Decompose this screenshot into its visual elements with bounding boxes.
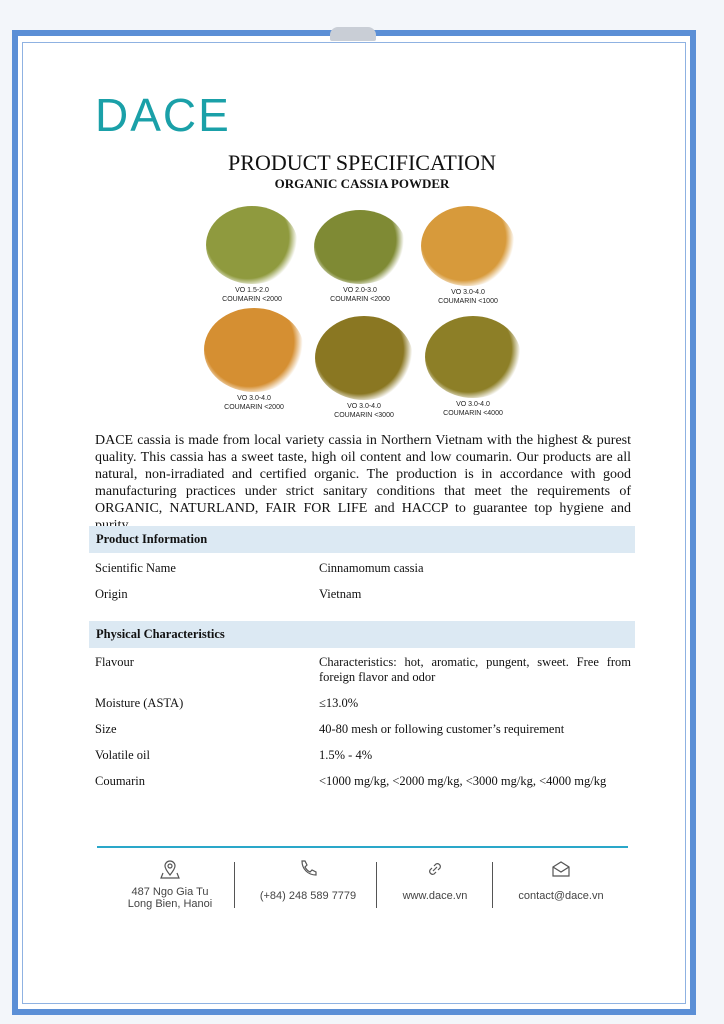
email-icon <box>550 858 572 880</box>
footer-divider <box>97 846 628 848</box>
spec-key: Volatile oil <box>95 748 150 762</box>
spec-value: ≤13.0% <box>319 696 359 710</box>
website-link[interactable]: www.dace.vn <box>402 890 468 902</box>
sample-label: VO 3.0-4.0 COUMARIN <4000 <box>443 401 503 417</box>
phone-icon <box>297 858 319 880</box>
sample-1 <box>200 206 304 304</box>
spec-key: Moisture (ASTA) <box>95 696 184 710</box>
sample-label: VO 2.0-3.0 COUMARIN <2000 <box>330 287 390 303</box>
sample-4 <box>198 308 310 412</box>
powder-image <box>204 308 304 392</box>
frame-tab <box>330 27 376 41</box>
brand-logo: DACE <box>95 89 231 141</box>
spec-key: Scientific Name <box>95 561 176 575</box>
sample-label: VO 1.5-2.0 COUMARIN <2000 <box>222 287 282 303</box>
sample-2 <box>308 210 412 304</box>
contact-address <box>110 858 230 910</box>
address-line2: Long Bien, Hanoi <box>127 898 213 910</box>
address-line1: 487 Ngo Gia Tu <box>131 886 209 898</box>
spec-key: Coumarin <box>95 774 145 788</box>
spec-value: <1000 mg/kg, <2000 mg/kg, <3000 mg/kg, <4000 mg/kg <box>319 774 607 788</box>
spec-key: Flavour <box>95 655 134 669</box>
spec-key: Size <box>95 722 117 736</box>
footer-separator <box>376 862 377 908</box>
page-title: PRODUCT SPECIFICATION <box>228 150 496 175</box>
contact-website <box>380 858 490 902</box>
phone-number[interactable]: (+84) 248 589 7779 <box>259 890 357 902</box>
contact-email <box>498 858 624 902</box>
spec-value: 40-80 mesh or following customer’s requirement <box>319 722 565 736</box>
footer-separator <box>234 862 235 908</box>
powder-image <box>421 206 515 286</box>
spec-value: Cinnamomum cassia <box>319 561 424 575</box>
sample-5 <box>310 316 418 420</box>
footer-separator <box>492 862 493 908</box>
powder-image <box>206 206 298 284</box>
spec-value: Vietnam <box>319 587 362 601</box>
section-physical-characteristics: Physical Characteristics <box>89 621 635 648</box>
powder-image <box>425 316 521 398</box>
product-description: DACE cassia is made from local variety cassia in Northern Vietnam with the highest & purest quality. This cassia has a sweet taste, high oil content and low coumarin. Our products are all natural, non-irradiated and certified organic. The production is in accordance with good manufacturing practices under strict sanitary conditions that meet the requirements of ORGANIC, NATURLAND, FAIR FOR LIFE and HACCP to guarantee top hygiene and <box>95 433 631 516</box>
sample-label: VO 3.0-4.0 COUMARIN <3000 <box>334 403 394 419</box>
sample-6 <box>420 316 526 418</box>
page-subtitle: ORGANIC CASSIA POWDER <box>274 176 450 191</box>
powder-image <box>314 210 406 284</box>
location-icon <box>159 858 181 880</box>
email-link[interactable]: contact@dace.vn <box>518 890 604 902</box>
spec-value: 1.5% - 4% <box>319 748 373 762</box>
contact-phone <box>240 858 376 902</box>
sample-label: VO 3.0-4.0 COUMARIN <2000 <box>224 395 284 411</box>
sample-label: VO 3.0-4.0 COUMARIN <1000 <box>438 289 498 305</box>
spec-key: Origin <box>95 587 128 601</box>
section-product-information: Product Information <box>89 526 635 553</box>
powder-image <box>315 316 413 400</box>
spec-value: Characteristics: hot, aromatic, pungent, sweet. Free from foreign flavor and odor <box>319 655 631 684</box>
link-icon <box>424 858 446 880</box>
sample-3 <box>416 206 520 306</box>
